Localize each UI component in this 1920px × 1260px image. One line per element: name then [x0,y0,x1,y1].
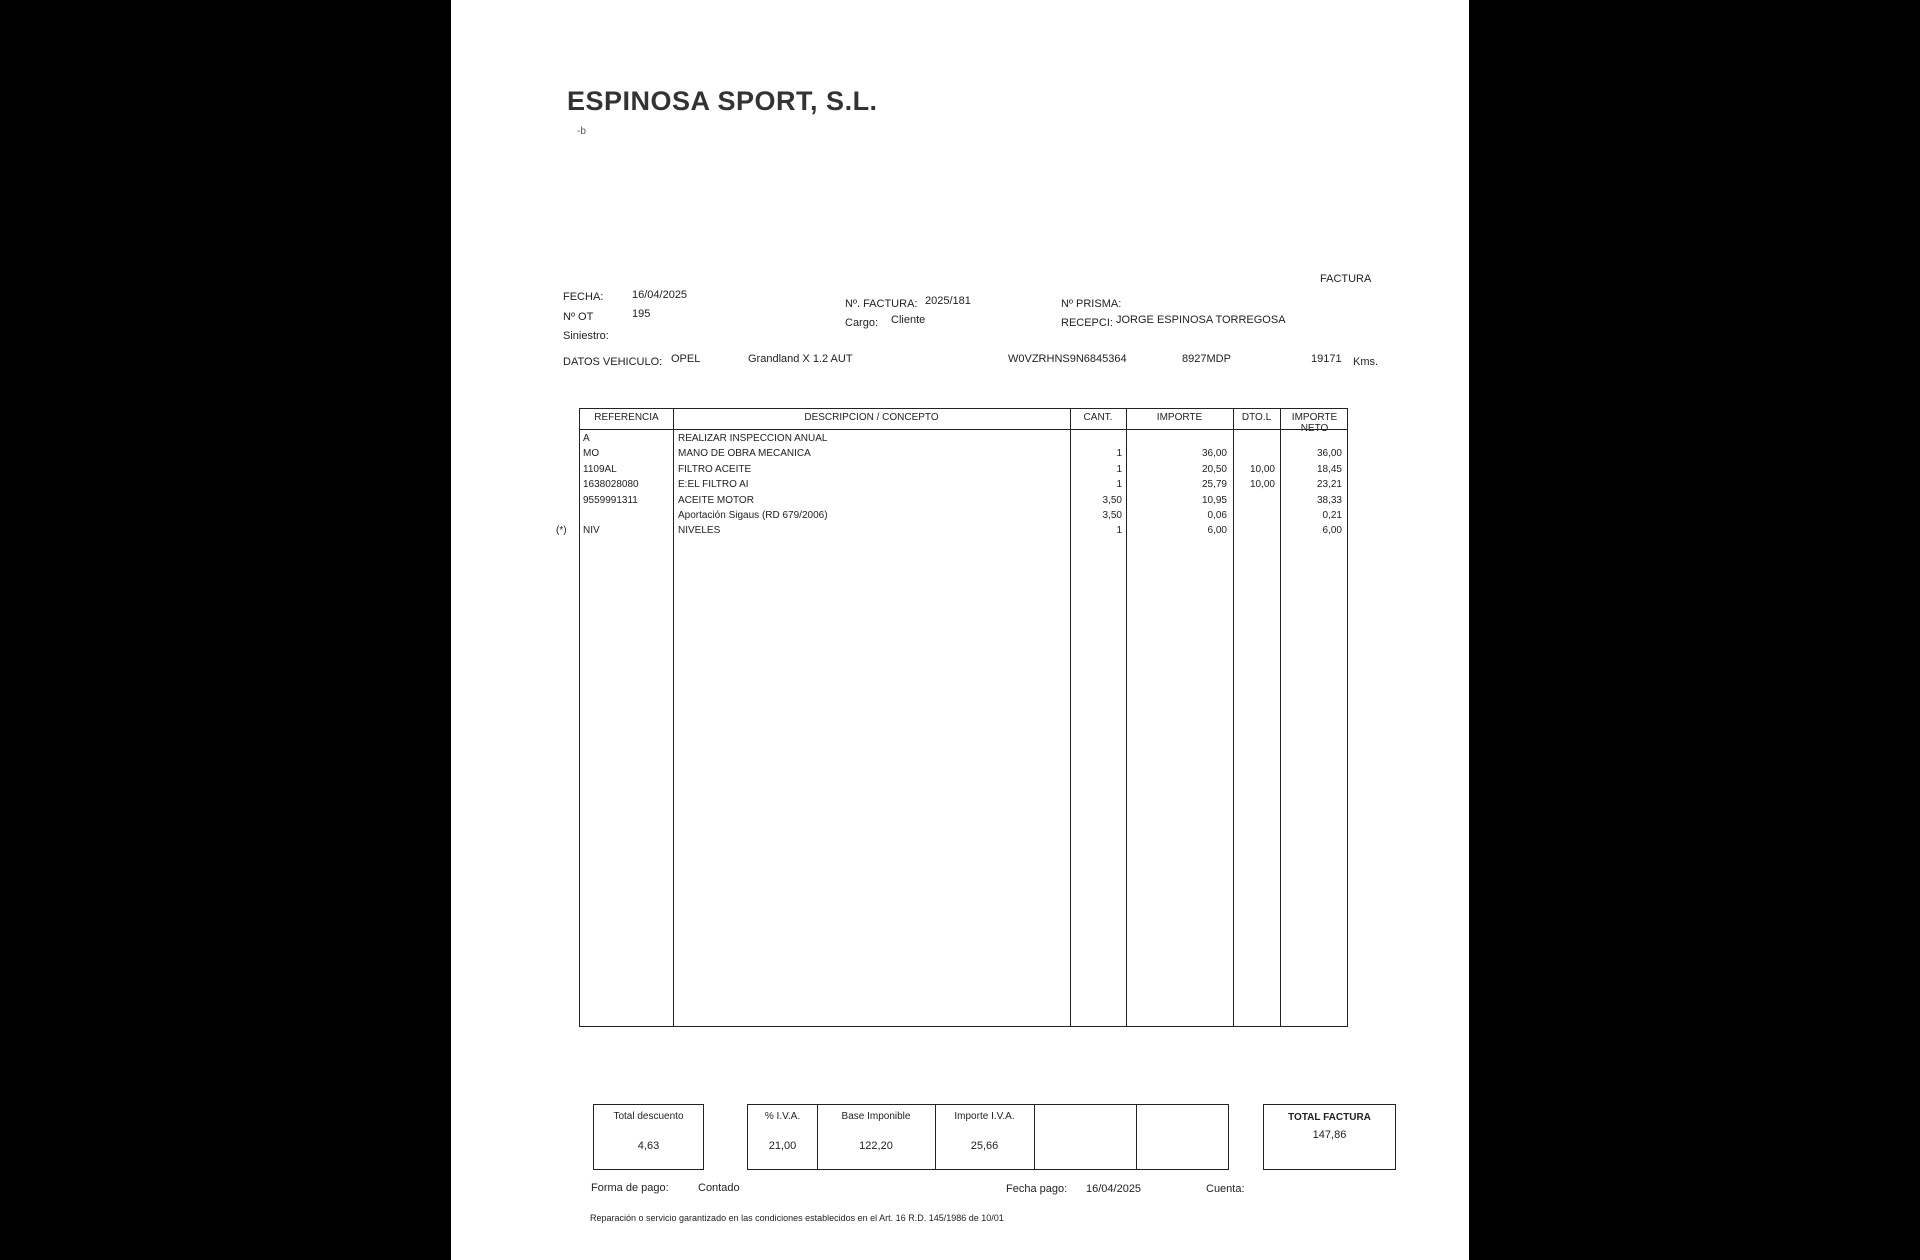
cell-importe-neto: 36,00 [1316,448,1342,460]
cell-importe: 25,79 [1201,479,1227,491]
fecha-pago-label: Fecha pago: [1006,1183,1068,1195]
recepci-value: JORGE ESPINOSA TORREGOSA [1116,314,1286,326]
cell-descripcion: REALIZAR INSPECCION ANUAL [678,433,828,444]
importe-iva-value: 25,66 [970,1140,999,1152]
header-cantidad: CANT. [1083,412,1113,423]
cell-descripcion: NIVELES [678,525,721,537]
forma-pago-label: Forma de pago: [591,1182,669,1194]
header-importe-neto: IMPORTE NETO [1291,412,1338,434]
recepci-label: RECEPCI: [1061,317,1113,329]
cell-importe-neto: 6,00 [1322,525,1342,537]
total-factura-box [1263,1104,1396,1170]
fecha-label: FECHA: [563,291,604,303]
row-marker: (*) [556,525,567,537]
cell-importe: 36,00 [1201,448,1227,460]
cargo-label: Cargo: [845,317,879,329]
siniestro-label: Siniestro: [563,330,609,342]
header-importe: IMPORTE [1156,412,1203,423]
forma-pago-value: Contado [698,1182,740,1194]
cell-descripcion: E:EL FILTRO AI [678,479,749,491]
cell-referencia: 1109AL [583,463,617,475]
cell-descripcion: MANO DE OBRA MECANICA [678,448,811,460]
vehicle-km: 19171 [1311,353,1342,365]
cargo-value: Cliente [891,314,926,326]
footer-legal-text: Reparación o servicio garantizado en las condiciones establecidos en el Art. 16 R.D. 145/1986 de 10/01 [590,1213,1004,1223]
factura-value: 2025/181 [925,295,971,307]
cell-importe: 6,00 [1207,525,1227,537]
company-name: ESPINOSA SPORT, S.L. [567,86,878,116]
cell-importe: 20,50 [1201,463,1227,475]
total-factura-value: 147,86 [1312,1129,1347,1141]
ot-value: 195 [632,308,651,320]
iva-pct-value: 21,00 [768,1140,797,1152]
fecha-pago-value: 16/04/2025 [1086,1183,1142,1195]
prisma-label: Nº PRISMA: [1061,298,1122,310]
cell-referencia: 1638028080 [583,479,639,491]
cell-dto: 10,00 [1249,479,1275,491]
cell-importe: 0,06 [1207,510,1227,521]
factura-label: Nº. FACTURA: [845,298,918,310]
iva-box [747,1104,1229,1170]
cell-referencia: NIV [583,525,600,537]
vehicle-plate: 8927MDP [1182,353,1231,365]
cell-cantidad: 1 [1116,479,1122,491]
cell-descripcion: ACEITE MOTOR [678,494,754,506]
cell-cantidad: 1 [1116,463,1122,475]
invoice-page [451,0,1469,1260]
header-dto: DTO.L [1241,412,1272,423]
vehicle-vin: W0VZRHNS9N6845364 [1008,353,1127,365]
cell-cantidad: 3,50 [1102,494,1122,506]
company-mark: -b [577,126,586,137]
base-imponible-value: 122,20 [859,1140,893,1152]
cell-cantidad: 1 [1116,448,1122,460]
cell-referencia: 9559991311 [583,494,638,506]
cell-importe-neto: 0,21 [1322,510,1342,521]
base-imponible-label: Base Imponible [841,1111,911,1122]
cell-descripcion: Aportación Sigaus (RD 679/2006) [678,510,828,521]
fecha-value: 16/04/2025 [632,289,688,301]
ot-label: Nº OT [563,311,594,323]
cell-descripcion: FILTRO ACEITE [678,463,752,475]
vehicle-model: Grandland X 1.2 AUT [748,353,853,365]
cell-importe-neto: 38,33 [1316,494,1342,506]
cuenta-label: Cuenta: [1206,1183,1245,1195]
importe-iva-label: Importe I.V.A. [954,1111,1015,1122]
header-descripcion: DESCRIPCION / CONCEPTO [804,412,939,423]
cell-dto: 10,00 [1249,463,1275,475]
total-factura-label: TOTAL FACTURA [1288,1112,1371,1123]
cell-importe-neto: 23,21 [1316,479,1342,491]
vehicle-make: OPEL [671,353,701,365]
cell-importe: 10,95 [1201,494,1227,506]
vehicle-label: DATOS VEHICULO: [563,356,663,368]
items-table [556,408,1348,1027]
iva-pct-label: % I.V.A. [764,1111,801,1122]
cell-importe-neto: 18,45 [1316,463,1342,475]
document-type: FACTURA [1320,273,1372,285]
cell-referencia: MO [583,448,600,460]
total-descuento-box [593,1104,704,1170]
vehicle-km-unit: Kms. [1353,356,1379,368]
total-descuento-label: Total descuento [613,1111,684,1122]
total-descuento-value: 4,63 [637,1140,660,1152]
header-referencia: REFERENCIA [594,412,659,423]
cell-referencia: A [583,433,590,444]
cell-cantidad: 3,50 [1102,510,1122,521]
cell-cantidad: 1 [1116,525,1122,537]
